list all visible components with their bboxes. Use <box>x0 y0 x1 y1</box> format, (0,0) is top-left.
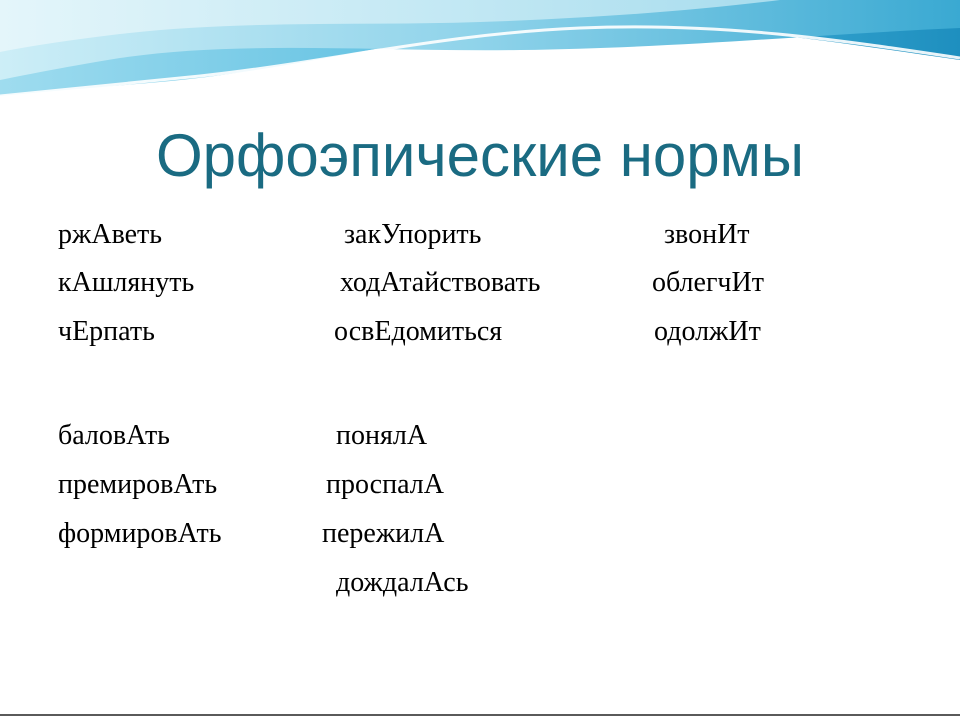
word-formirovat: формировАть <box>58 518 222 549</box>
word-zvonit: звонИт <box>664 219 750 250</box>
word-balovat: баловАть <box>58 420 170 451</box>
word-cherpat: чЕрпать <box>58 316 155 347</box>
word-zakuporit: закУпорить <box>344 219 482 250</box>
word-premirovat: премировАть <box>58 469 218 500</box>
word-ponyala: понялА <box>336 420 428 451</box>
word-khodataystvovat: ходАтайствовать <box>340 267 541 298</box>
word-perezhila: пережилА <box>322 518 445 549</box>
word-oblegchit: облегчИт <box>652 267 764 298</box>
word-rzhavet: ржАветь <box>58 219 163 250</box>
word-dozhdalas: дождалАсь <box>336 567 469 598</box>
word-odolzhit: одолжИт <box>654 316 761 347</box>
word-osvedomitsya: освЕдомиться <box>334 316 503 347</box>
decorative-wave-header <box>0 0 960 130</box>
bottom-border <box>0 714 960 716</box>
slide-title: Орфоэпические нормы <box>155 122 805 189</box>
word-prospala: проспалА <box>326 469 444 500</box>
word-kashlyanut: кАшлянуть <box>58 267 195 298</box>
